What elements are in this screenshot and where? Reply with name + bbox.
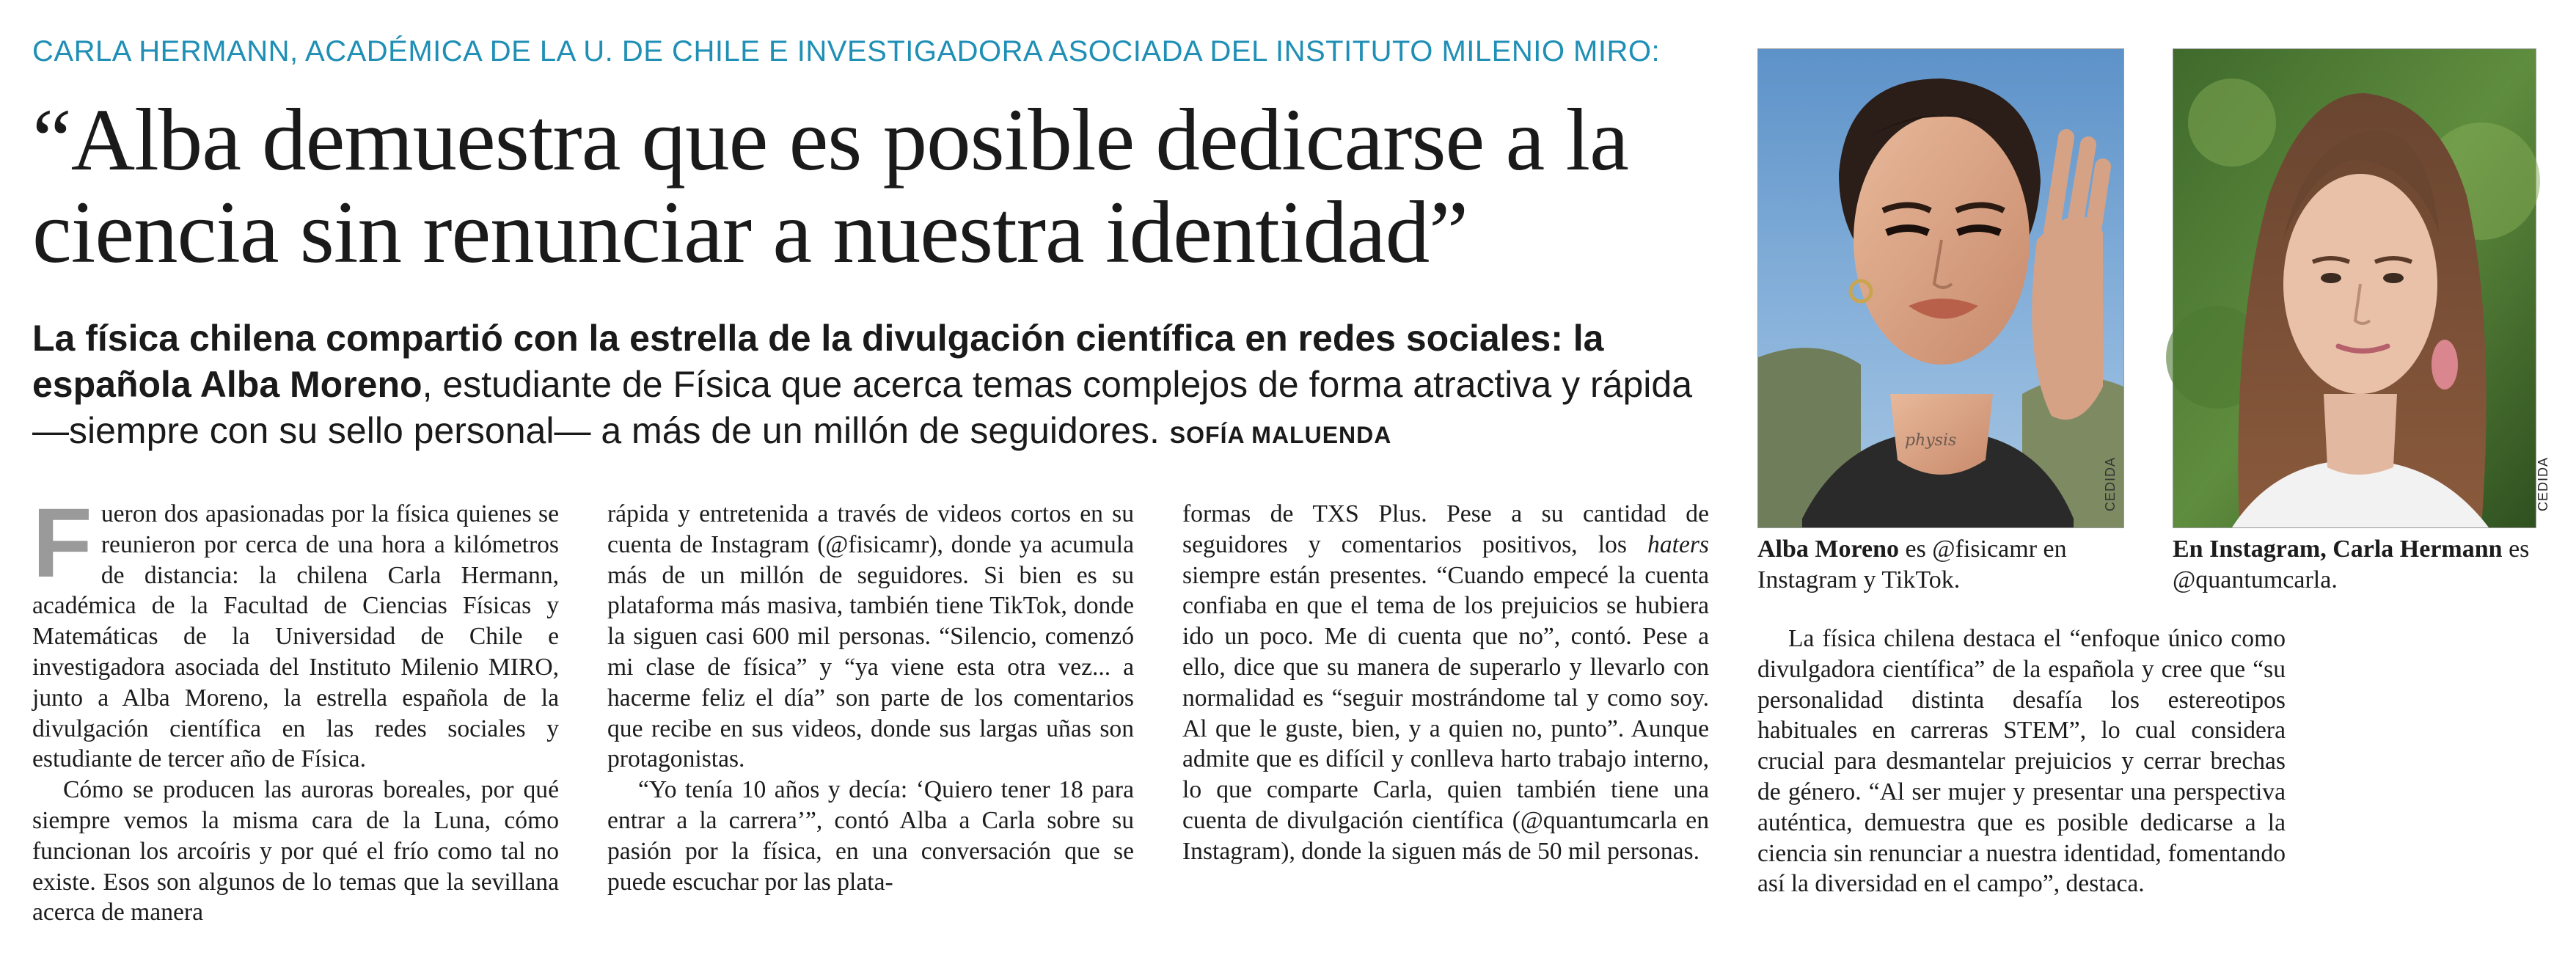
body-column-2 <box>607 499 1134 897</box>
paragraph: La física chilena destaca el “enfoque único como divulgadora científica” de la española y cree que “su personalidad distinta desafía los estereotipos habituales en carreras STEM”, lo cual considera crucial para desmantelar prejuicios y cerrar brechas de género. “Al ser mujer y presentar una perspectiva auténtica, demuestra que es posible dedicarse a la ciencia sin renunciar a nuestra identidad, fomentando así la diversidad en el campo”, destaca. <box>1757 625 2286 898</box>
paragraph <box>32 489 559 775</box>
paragraph-text: formas de TXS Plus. Pese a su cantidad de seguidores y comentarios positivos, los <box>1182 500 1709 558</box>
photo-alba-moreno <box>1757 48 2124 528</box>
caption-text: es @quantumcarla. <box>2173 536 2530 593</box>
body-column-4 <box>1757 624 2286 899</box>
byline: SOFÍA MALUENDA <box>1169 422 1392 448</box>
caption-carla <box>2173 534 2554 596</box>
photo-credit: CEDIDA <box>2103 456 2118 511</box>
caption-alba <box>1757 534 2139 596</box>
caption-text: es @fisicamr en Instagram y TikTok. <box>1757 536 2067 593</box>
body-column-3 <box>1182 499 1709 867</box>
paragraph-text: siempre están presentes. “Cuando empecé la cuenta confiaba en que el tema de los prejuicios se hubiera ido un poco. Me di cuenta que no”, contó. Pese a ello, dice que su manera de superarlo y llevarlo con normalidad es “seguir mostrándome tal y como soy. Al que le guste, bien, y a quien no, punto”. Aunque admite que es difícil y conlleva harto trabajo interno, lo que comparte Carla, quien también tiene una cuenta de divulgación científica (@quantumcarla en Instagram), donde la siguen más de 50 mil personas. <box>1182 561 1709 865</box>
portrait-carla-illustration <box>2173 49 2536 527</box>
headline: “Alba demuestra que es posible dedicarse a la ciencia sin renunciar a nuestra identidad” <box>32 91 1628 282</box>
body-column-1 <box>32 489 559 928</box>
dropcap: F <box>32 489 92 598</box>
caption-bold: En Instagram, Carla Hermann <box>2173 536 2503 563</box>
photo-credit: CEDIDA <box>2536 456 2550 511</box>
paragraph: “Yo tenía 10 años y decía: ‘Quiero tener 18 para entrar a la carrera’”, contó Alba a Carla sobre su pasión por la física, en una conversación que se puede escuchar por las plata- <box>607 776 1134 896</box>
paragraph: rápida y entretenida a través de videos cortos en su cuenta de Instagram (@fisicamr), donde ya acumula más de un millón de seguidores. Si bien es su plataforma más masiva, también tiene TikTok, donde la siguen casi 600 mil personas. “Silencio, comenzó mi clase de física” y “ya viene esta otra vez... a hacerme feliz el día” son parte de los comentarios que recibe en sus videos, donde sus largas uñas son protagonistas. <box>607 500 1134 773</box>
paragraph: Cómo se producen las auroras boreales, por qué siempre vemos la misma cara de la Luna, cómo funcionan los arcoíris y por qué el frío como tal no existe. Esos son algunos de lo temas que la sevillana acerca de manera <box>32 776 559 927</box>
photo-carla-hermann <box>2173 48 2550 528</box>
paragraph-text: ueron dos apasionadas por la física quienes se reunieron por cerca de una hora a kilómetros de distancia: la chilena Carla Hermann, académica de la Facultad de Ciencias Físicas y Matemáticas de la Universidad de Chile e investigadora asociada del Instituto Milenio MIRO, junto a Alba Moreno, la estrella española de la divulgación científica en las redes sociales y estudiante de tercer año de Física. <box>32 500 559 773</box>
caption-bold: Alba Moreno <box>1757 536 1899 563</box>
haters-word: haters <box>1647 530 1709 558</box>
tattoo-text: physis <box>1905 431 1957 450</box>
kicker: CARLA HERMANN, ACADÉMICA DE LA U. DE CHILE E INVESTIGADORA ASOCIADA DEL INSTITUTO MILENIO MIRO: <box>32 35 1661 67</box>
deck-regular: , estudiante de Física que acerca temas complejos de forma atractiva y rápida —siempre con su sello personal— a más de un millón de seguidores. <box>32 364 1692 451</box>
deck-bold: La física chilena compartió con la estrella de la divulgación científica en redes sociales: la española Alba Moreno <box>32 318 1604 405</box>
portrait-alba-illustration <box>1758 49 2123 527</box>
paragraph <box>1182 499 1709 867</box>
deck <box>32 315 1727 458</box>
